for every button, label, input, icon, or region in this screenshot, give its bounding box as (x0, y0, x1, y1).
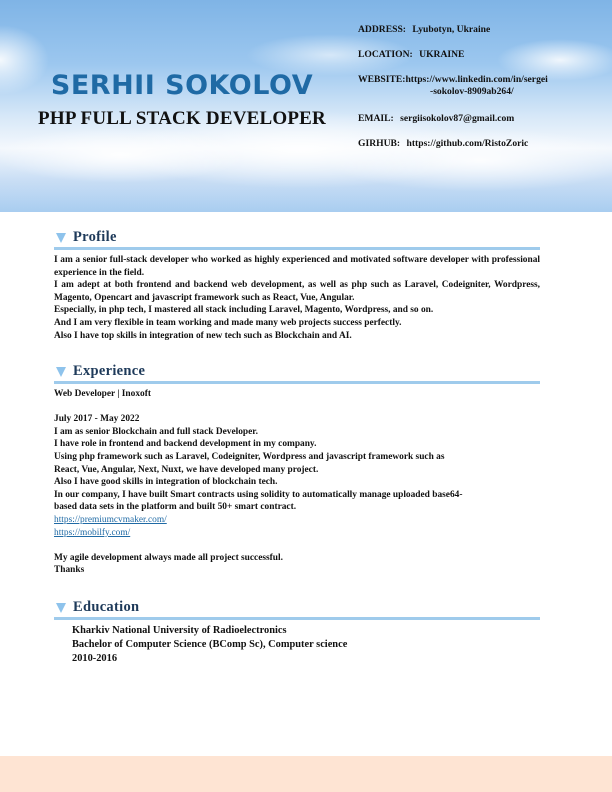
profile-line: Especially, in php tech, I mastered all stack including Laravel, Magento, Wordpress, and so on. (54, 305, 434, 316)
experience-line: based data sets in the platform and built 50+ smart contract. (54, 502, 297, 513)
address-value: Lyubotyn, Ukraine (412, 24, 491, 35)
experience-line: React, Vue, Angular, Next, Nuxt, we have developed many project. (54, 464, 319, 475)
location-value: UKRAINE (419, 49, 465, 60)
website-value[interactable]: https://www.linkedin.com/in/sergei (405, 74, 548, 85)
github-value[interactable]: https://github.com/RistoZoric (406, 138, 529, 149)
footer-band (0, 756, 612, 792)
profile-paragraph-2: I am adept at both frontend and backend web development, as well as php such as Laravel, Codeigniter, Wordpress, Magento, Opencart and javascript framework such as React, Vue, Angular. (54, 280, 540, 303)
experience-line: Also I have good skills in integration of blockchain tech. (54, 477, 278, 488)
education-degree: Bachelor of Computer Science (BComp Sc), Computer science (72, 639, 348, 651)
experience-line: Using php framework such as Laravel, Codeigniter, Wordpress and javascript framework such as (54, 451, 445, 462)
experience-role: Web Developer | Inoxoft (54, 389, 151, 399)
project-link[interactable]: https://mobilfy.com/ (54, 527, 131, 538)
experience-closing: My agile development always made all project successful. (54, 552, 283, 563)
contact-website[interactable] (358, 74, 548, 85)
profile-heading (54, 228, 540, 250)
location-label: LOCATION: (358, 49, 413, 60)
job-title: PHP FULL STACK DEVELOPER (38, 108, 326, 129)
experience-line: I am as senior Blockchain and full stack Developer. (54, 426, 258, 437)
experience-closing: Thanks (54, 565, 85, 576)
contact-github[interactable] (358, 138, 528, 149)
education-heading-label: Education (73, 599, 140, 615)
profile-heading-label: Profile (73, 229, 117, 245)
triangle-down-icon (56, 233, 66, 243)
experience-dates: July 2017 - May 2022 (54, 414, 140, 425)
profile-line: Also I have top skills in integration of new tech such as Blockchain and AI. (54, 330, 352, 341)
education-years: 2010-2016 (72, 653, 118, 665)
address-label: ADDRESS: (358, 24, 406, 35)
experience-heading (54, 362, 540, 384)
project-link[interactable]: https://premiumcvmaker.com/ (54, 514, 167, 525)
education-school: Kharkiv National University of Radioelectronics (72, 625, 287, 636)
header-banner (0, 0, 612, 212)
experience-line: In our company, I have built Smart contracts using solidity to automatically manage uploaded base64- (54, 489, 463, 500)
education-heading (54, 598, 540, 620)
website-label: WEBSITE: (358, 74, 406, 85)
candidate-name: SERHII SOKOLOV (50, 70, 314, 101)
email-label: EMAIL: (358, 113, 394, 124)
email-value[interactable]: sergiisokolov87@gmail.com (400, 113, 515, 124)
education-section (54, 598, 540, 667)
profile-line: And I am very flexible in team working and made many web projects success perfectly. (54, 317, 402, 328)
triangle-down-icon (56, 603, 66, 613)
profile-paragraph-1: I am a senior full-stack developer who worked as highly experienced and motivated software developer with professional experience in the field. (54, 255, 540, 278)
contact-email[interactable] (358, 113, 514, 124)
experience-section (54, 362, 540, 577)
contact-address (358, 24, 490, 35)
triangle-down-icon (56, 367, 66, 377)
website-value-continued[interactable]: -sokolov-8909ab264/ (430, 86, 514, 97)
contact-location (358, 49, 464, 60)
experience-heading-label: Experience (73, 363, 146, 379)
experience-line: I have role in frontend and backend development in my company. (54, 439, 317, 450)
profile-section (54, 228, 540, 342)
github-label: GIRHUB: (358, 138, 401, 149)
